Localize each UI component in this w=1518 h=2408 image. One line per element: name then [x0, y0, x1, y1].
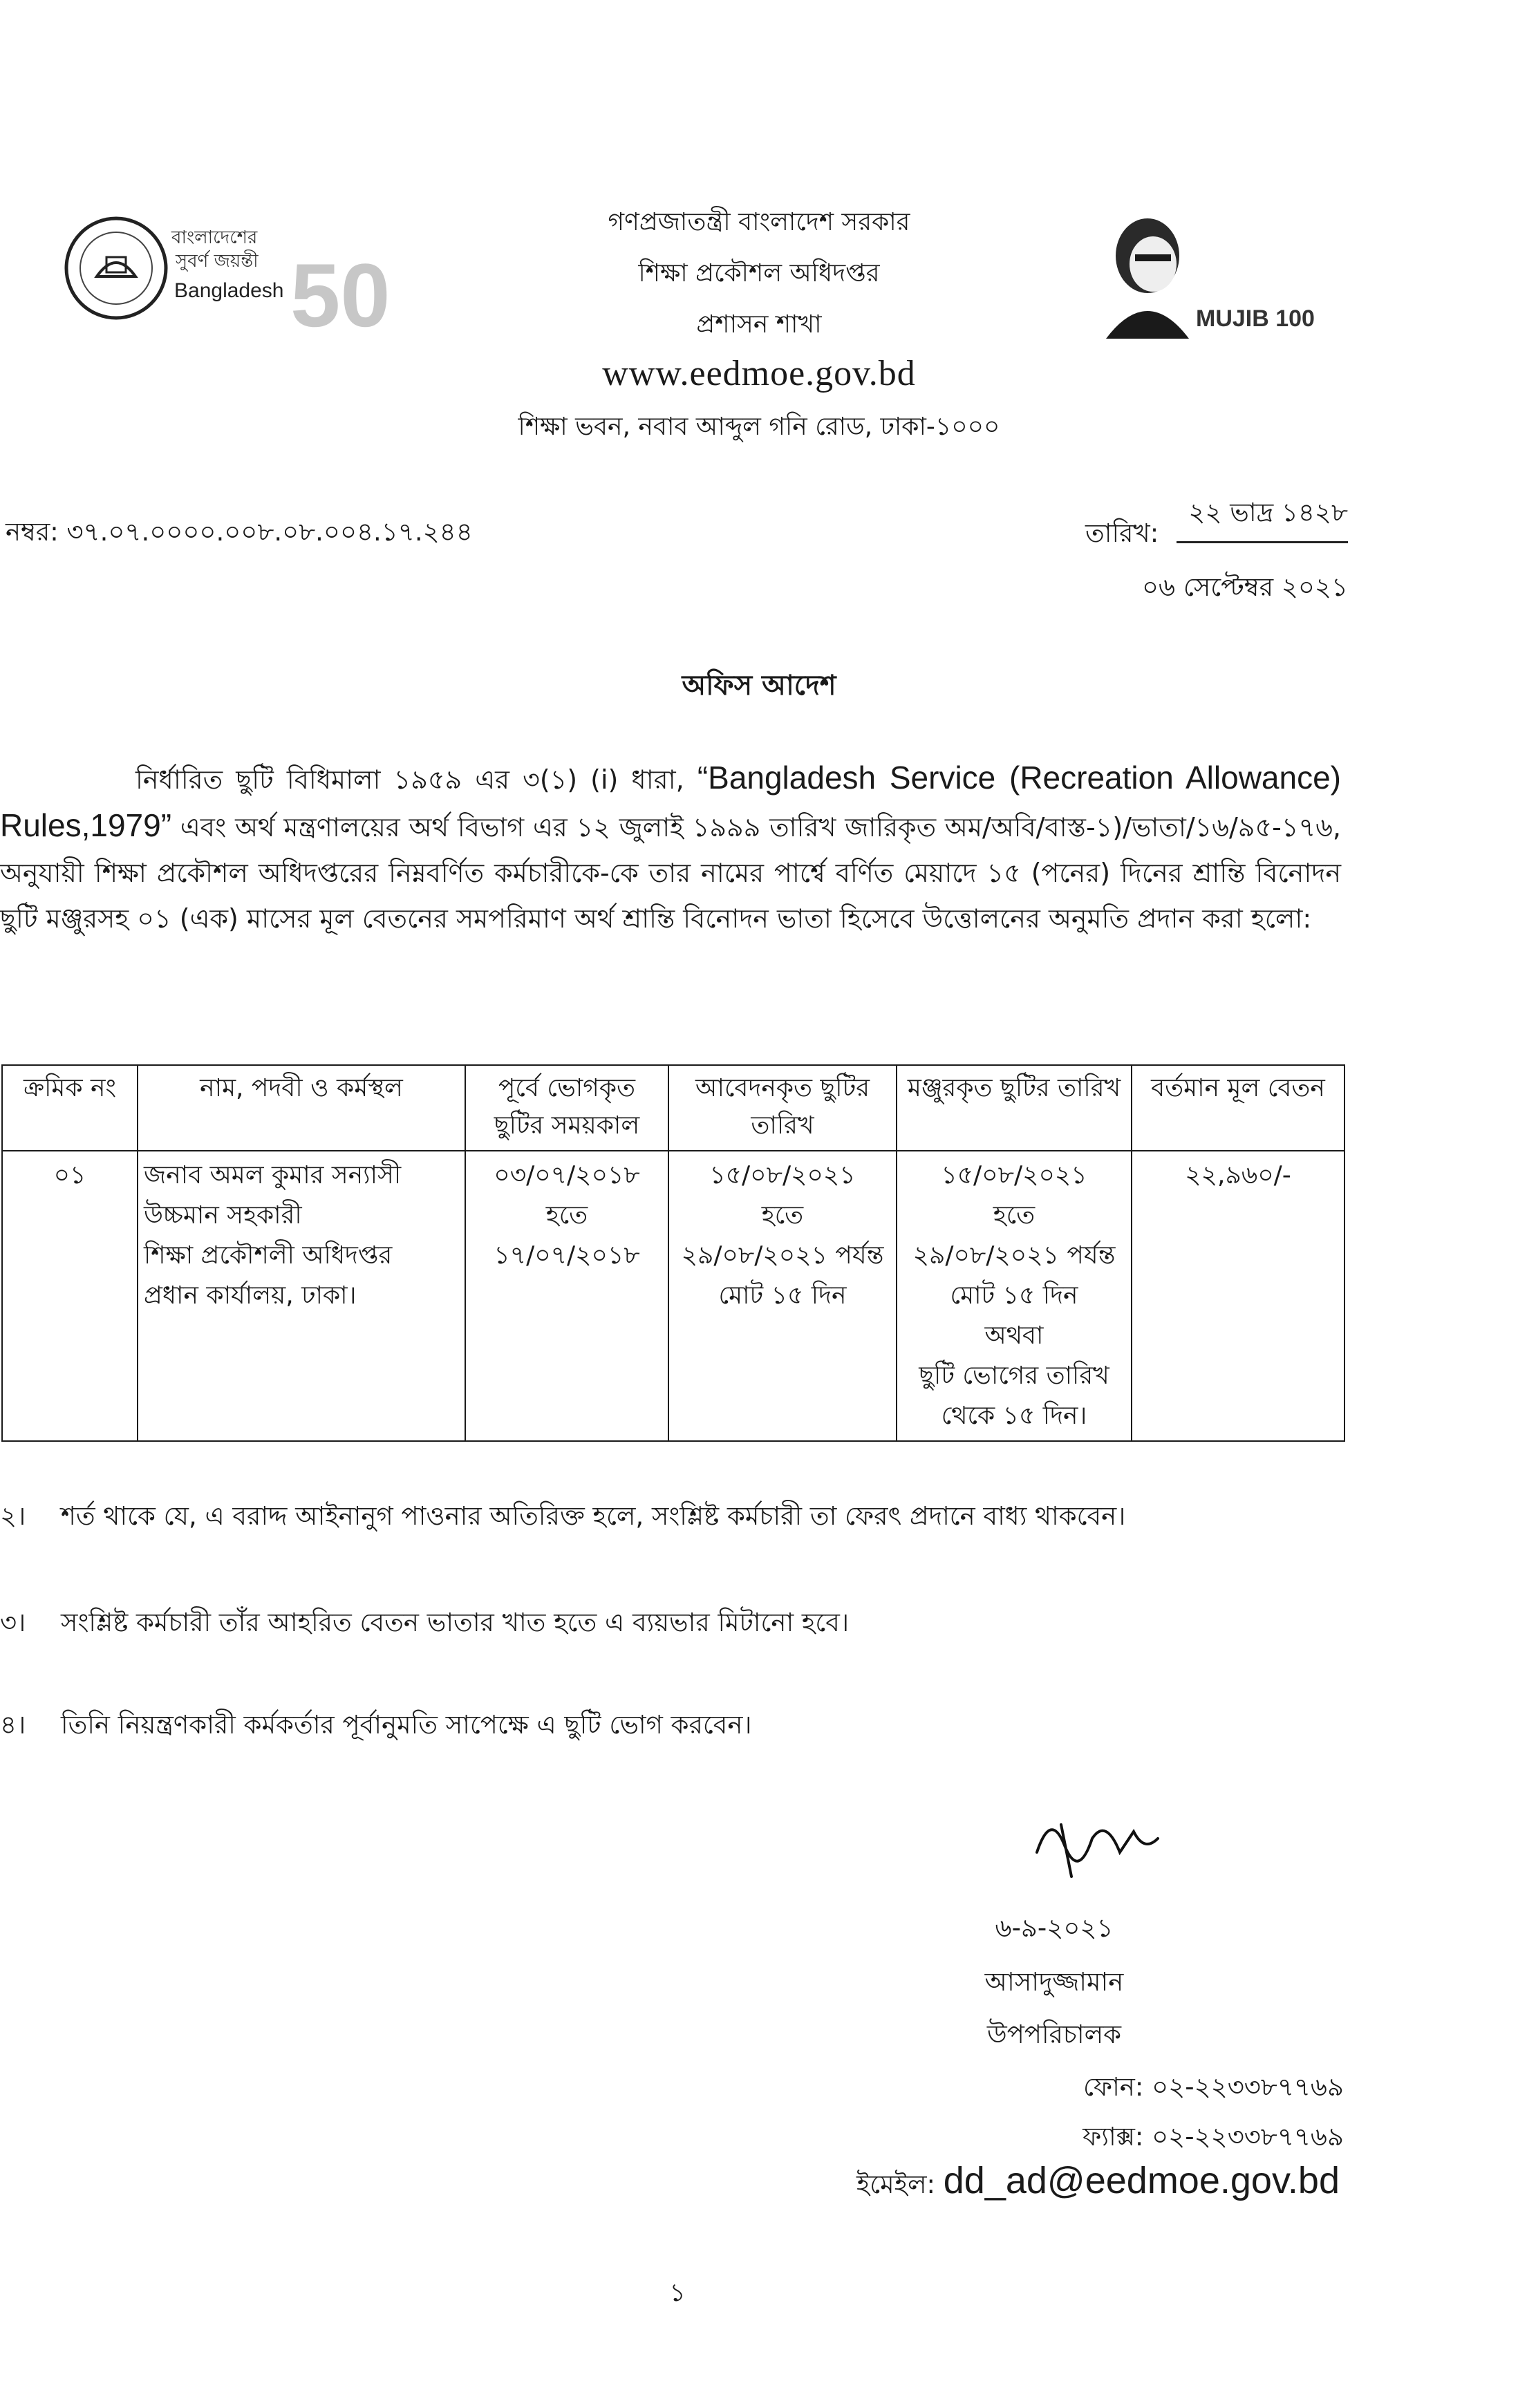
cell-name — [138, 1151, 465, 1441]
bangladesh-logo-text: Bangladesh — [174, 279, 284, 302]
rule-name: “Bangladesh Service (Recreation Allowance) Rules,1979” — [0, 760, 1341, 843]
condition-number: ৩। — [0, 1608, 26, 1637]
table-row — [2, 1151, 1344, 1441]
handwritten-signature — [1023, 1804, 1168, 1887]
date-english: ০৬ সেপ্টেম্বর ২০২১ — [1141, 572, 1348, 602]
page-number: ১ — [669, 2279, 686, 2307]
applied-to: ২৯/০৮/২০২১ পর্যন্ত — [681, 1241, 884, 1270]
website-url: www.eedmoe.gov.bd — [602, 354, 916, 393]
government-name: গণপ্রজাতন্ত্রী বাংলাদেশ সরকার — [608, 208, 910, 236]
approved-from: ১৫/০৮/২০২১ — [941, 1161, 1087, 1189]
previous-from: ০৩/০৭/২০১৮ — [494, 1161, 640, 1189]
email-label: ইমেইল: — [856, 2170, 944, 2199]
body-text-part1: নির্ধারিত ছুটি বিধিমালা ১৯৫৯ এর ৩(১) (i) ধারা, — [135, 764, 697, 795]
previous-to: ১৭/০৭/২০১৮ — [494, 1241, 640, 1270]
signatory-name: আসাদুজ্জামান — [984, 1967, 1124, 1997]
designation-line: উচ্চমান সহকারী — [144, 1201, 302, 1230]
condition-number: ২। — [0, 1501, 26, 1531]
date-bangla: ২২ ভাদ্র ১৪২৮ — [1177, 492, 1348, 543]
svg-text:বাংলাদেশের: বাংলাদেশের — [171, 227, 258, 248]
office-order-title: অফিস আদেশ — [682, 670, 836, 702]
condition-text: সংশ্লিষ্ট কর্মচারী তাঁর আহরিত বেতন ভাতার খাত হতে এ ব্যয়ভার মিটানো হবে। — [61, 1608, 850, 1637]
header-approved-leave: মঞ্জুরকৃত ছুটির তারিখ — [897, 1065, 1132, 1151]
order-body — [0, 755, 1341, 941]
header-serial: ক্রমিক নং — [2, 1065, 138, 1151]
signature-date: ৬-৯-২০২১ — [995, 1913, 1114, 1943]
department-line: শিক্ষা প্রকৌশলী অধিদপ্তর — [144, 1241, 393, 1270]
approved-alt-line1: ছুটি ভোগের তারিখ — [919, 1362, 1109, 1390]
cell-applied-leave — [668, 1151, 897, 1441]
approved-to: ২৯/০৮/২০২১ পর্যন্ত — [912, 1241, 1116, 1270]
cell-approved-leave — [897, 1151, 1132, 1441]
approved-total: মোট ১৫ দিন — [950, 1281, 1078, 1310]
department-name: শিক্ষা প্রকৌশল অধিদপ্তর — [638, 259, 880, 288]
email-address: dd_ad@eedmoe.gov.bd — [943, 2160, 1340, 2201]
cell-basic-salary: ২২,৯৬০/- — [1132, 1151, 1344, 1441]
date-label: তারিখ: — [1085, 518, 1159, 548]
table-header-row — [2, 1065, 1344, 1151]
approved-separator: হতে — [993, 1201, 1036, 1230]
mujib-100-text: MUJIB 100 — [1196, 305, 1315, 332]
body-text-part2: এবং অর্থ মন্ত্রণালয়ের অর্থ বিভাগ এর ১২ জুলাই ১৯৯৯ তারিখ জারিকৃত অম/অবি/বাস্ত-১)/ভাতা/১৬/৯৫-১৭৬, অনুযায়ী শিক্ষা প্রকৌশল অধিদপ্তরের নিম্নবর্ণিত কর্মচারীকে-কে তার নামের পার্শ্বে বর্ণিত মেয়াদে ১৫ (পনের) দিনের শ্রান্তি বিনোদন ছুটি মঞ্জুরসহ ০১ (এক) মাসের মূল বেতনের সমপরিমাণ অর্থ শ্রান্তি বিনোদন ভাতা হিসেবে উত্তোলনের অনুমতি প্রদান করা হলো: — [0, 812, 1341, 934]
section-name: প্রশাসন শাখা — [696, 310, 822, 339]
header-previous-leave: পূর্বে ভোগকৃত ছুটির সময়কাল — [465, 1065, 668, 1151]
previous-separator: হতে — [545, 1201, 588, 1230]
applied-total: মোট ১৫ দিন — [718, 1281, 847, 1310]
approved-or: অথবা — [984, 1321, 1044, 1350]
header-basic-salary: বর্তমান মূল বেতন — [1132, 1065, 1344, 1151]
header-applied-leave: আবেদনকৃত ছুটির তারিখ — [668, 1065, 897, 1151]
leave-table — [1, 1064, 1345, 1442]
workplace-line: প্রধান কার্যালয়, ঢাকা। — [144, 1281, 357, 1310]
condition-text: তিনি নিয়ন্ত্রণকারী কর্মকর্তার পূর্বানুমতি সাপেক্ষে এ ছুটি ভোগ করবেন। — [61, 1710, 752, 1740]
phone-number: ফোন: ০২-২২৩৩৮৭৭৬৯ — [1083, 2072, 1344, 2102]
signatory-designation: উপপরিচালক — [986, 2020, 1122, 2049]
header-name: নাম, পদবী ও কর্মস্থল — [138, 1065, 465, 1151]
office-address: শিক্ষা ভবন, নবাব আব্দুল গনি রোড, ঢাকা-১০০০ — [518, 413, 1000, 441]
fax-number: ফ্যাক্স: ০২-২২৩৩৮৭৭৬৯ — [1083, 2122, 1344, 2152]
fifty-logo-number: 50 — [290, 245, 391, 346]
svg-text:সুবর্ণ জয়ন্তী: সুবর্ণ জয়ন্তী — [176, 251, 259, 272]
condition-number: ৪। — [0, 1710, 26, 1740]
name-line: জনাব অমল কুমার সন্যাসী — [144, 1161, 402, 1189]
cell-previous-leave — [465, 1151, 668, 1441]
memo-number: নম্বর: ৩৭.০৭.০০০০.০০৮.০৮.০০৪.১৭.২৪৪ — [6, 517, 473, 547]
applied-separator: হতে — [761, 1201, 804, 1230]
cell-serial: ০১ — [2, 1151, 138, 1441]
approved-alt-line2: থেকে ১৫ দিন। — [941, 1402, 1087, 1430]
applied-from: ১৫/০৮/২০২১ — [709, 1161, 856, 1189]
condition-text: শর্ত থাকে যে, এ বরাদ্দ আইনানুগ পাওনার অতিরিক্ত হলে, সংশ্লিষ্ট কর্মচারী তা ফেরৎ প্রদানে বাধ্য থাকবেন। — [61, 1501, 1126, 1531]
email-line — [856, 2159, 1340, 2208]
